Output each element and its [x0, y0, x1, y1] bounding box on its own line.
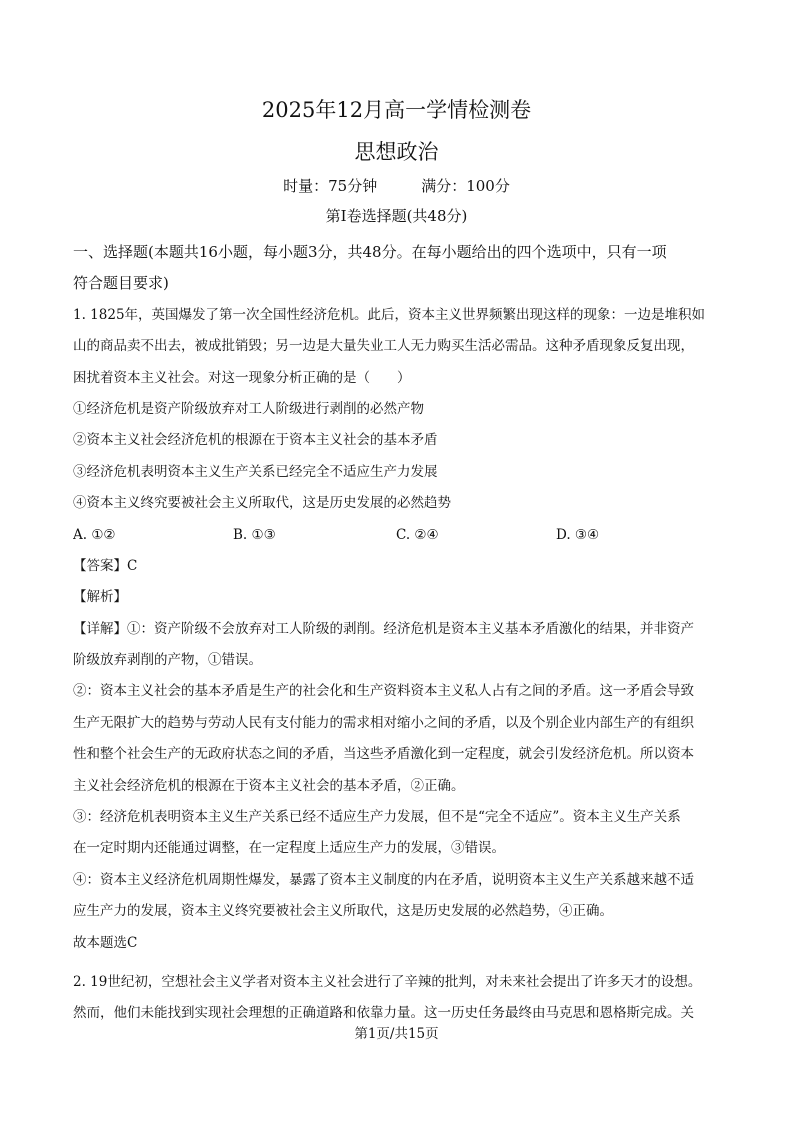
question-stem: 1. 1825年，英国爆发了第一次全国性经济危机。此后，资本主义世界频繁出现这样的现象：一边是堆积如 [73, 306, 706, 323]
conclusion-line: 故本题选C [73, 934, 138, 951]
answer-options [73, 520, 721, 551]
exam-meta [0, 175, 793, 197]
question-stem: 然而，他们未能找到实现社会理想的正确道路和依靠力量。这一历史任务最终由马克思和恩格斯完成。关 [73, 1005, 694, 1022]
option-c: C. ②④ [396, 526, 439, 543]
question-stem: 困扰着资本主义社会。对这一现象分析正确的是（ ） [73, 369, 411, 386]
question-stem: 山的商品卖不出去，被成批销毁；另一边是大量失业工人无力购买生活必需品。这种矛盾现象反复出现， [73, 338, 694, 355]
detail-line: ②：资本主义社会的基本矛盾是生产的社会化和生产资料资本主义私人占有之间的矛盾。这一矛盾会导致 [73, 683, 694, 700]
subject-title: 思想政治 [354, 140, 439, 164]
question-statement: ③经济危机表明资本主义生产关系已经完全不适应生产力发展 [73, 463, 438, 480]
document-body [73, 237, 721, 1030]
option-d: D. ③④ [556, 526, 600, 543]
detail-line: ④：资本主义经济危机周期性爆发，暴露了资本主义制度的内在矛盾，说明资本主义生产关系越来越不适 [73, 871, 694, 888]
question-statement: ①经济危机是资产阶级放弃对工人阶级进行剥削的必然产物 [73, 400, 424, 417]
part-title: 第Ⅰ卷选择题(共48分) [325, 207, 468, 225]
detail-line: 主义社会经济危机的根源在于资本主义社会的基本矛盾，②正确。 [73, 777, 465, 794]
exam-score: 满分：100分 [421, 177, 510, 195]
detail-line: ③：经济危机表明资本主义生产关系已经不适应生产力发展，但不是“完全不适应”。资本主义生产关系 [73, 809, 681, 826]
exam-time: 时量：75分钟 [283, 177, 378, 195]
section-instruction: 一、选择题(本题共16小题，每小题3分，共48分。在每小题给出的四个选项中，只有一项 [73, 243, 667, 261]
option-b: B. ①③ [233, 526, 276, 543]
section-instruction: 符合题目要求) [73, 274, 169, 293]
detail-line: 生产无限扩大的趋势与劳动人民有支付能力的需求相对缩小之间的矛盾，以及个别企业内部生产的有组织 [73, 714, 694, 731]
option-a: A. ①② [73, 526, 116, 543]
exam-title: 2025年12月高一学情检测卷 [261, 98, 532, 122]
question-stem: 2. 19世纪初，空想社会主义学者对资本主义社会进行了辛辣的批判，对未来社会提出了许多天才的设想。 [73, 973, 702, 990]
detail-line: 性和整个社会生产的无政府状态之间的矛盾，当这些矛盾激化到一定程度，就会引发经济危机。所以资本 [73, 746, 694, 763]
page-number: 第1页/共15页 [354, 1026, 439, 1042]
detail-line: 在一定时期内还能通过调整，在一定程度上适应生产力的发展，③错误。 [73, 840, 505, 857]
analysis-label: 【解析】 [73, 589, 127, 606]
question-statement: ②资本主义社会经济危机的根源在于资本主义社会的基本矛盾 [73, 432, 438, 449]
detail-line: 阶级放弃剥削的产物，①错误。 [73, 652, 262, 669]
detail-line: 【详解】①：资产阶级不会放弃对工人阶级的剥削。经济危机是资本主义基本矛盾激化的结果，并非资产 [73, 620, 694, 637]
question-statement: ④资本主义终究要被社会主义所取代，这是历史发展的必然趋势 [73, 495, 451, 512]
detail-line: 应生产力的发展，资本主义终究要被社会主义所取代，这是历史发展的必然趋势，④正确。 [73, 903, 613, 920]
answer-label: 【答案】C [73, 557, 138, 574]
